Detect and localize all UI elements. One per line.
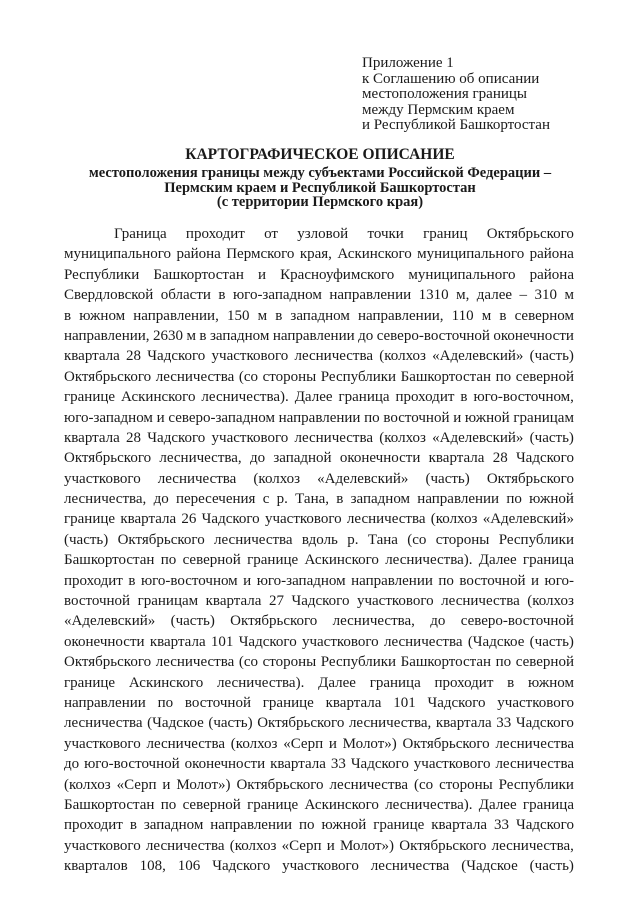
body-line: Республики Башкортостан и Красноуфимского муниципального района: [64, 266, 574, 283]
subtitle-line: (с территории Пермского края): [216, 194, 424, 210]
body-line: Октябрьского лесничества (со стороны Республики Башкортостан по северной: [64, 368, 574, 385]
body-line: границе Аскинского лесничества). Далее граница проходит в южном: [64, 674, 574, 691]
body-line: (часть) Октябрьского лесничества вдоль р. Тана (со стороны Республики: [64, 531, 574, 548]
body-line: направлении, 2630 м в западном направлении до северо-восточной оконечности: [64, 327, 574, 344]
body-line: квартала 28 Чадского участкового лесничества (колхоз «Аделевский» (часть): [64, 348, 574, 365]
body-line: юго-западном и северо-западном направлении по восточной и южной границам: [64, 409, 574, 426]
body-line: «Аделевский» (часть) Октябрьского лесничества, до северо-восточной: [64, 613, 574, 630]
body-line: в южном направлении, 150 м в западном направлении, 110 м в северном: [64, 307, 574, 324]
subtitle-line: Пермским краем и Республикой Башкортостан: [164, 179, 476, 196]
body-paragraph: [64, 224, 574, 877]
body-line: участкового лесничества (колхоз «Серп и Молот») Октябрьского лесничества: [64, 735, 574, 752]
appendix-line: к Соглашению об описании: [362, 70, 540, 87]
body-line: Свердловской области в юго-западном направлении 1310 м, далее – 310 м: [64, 287, 574, 304]
body-line: направлении по восточной границе квартала 101 Чадского участкового: [64, 694, 574, 711]
body-line: восточной границам квартала 27 Чадского участкового лесничества (колхоз: [64, 593, 574, 610]
body-line: до юго-восточной оконечности квартала 33 Чадского участкового лесничества: [64, 756, 574, 773]
body-line: кварталов 108, 106 Чадского участкового лесничества (Чадское (часть): [64, 858, 574, 875]
appendix-line: Приложение 1: [362, 55, 454, 71]
appendix-line: местоположения границы: [362, 86, 527, 102]
appendix-line: и Республикой Башкортостан: [362, 117, 550, 133]
body-line: Октябрьского лесничества, до западной оконечности квартала 28 Чадского: [64, 450, 574, 467]
subtitle-line: местоположения границы между субъектами Российской Федерации –: [88, 165, 552, 181]
body-line: лесничества (Чадское (часть) Октябрьского лесничества, квартала 33 Чадского: [64, 715, 574, 732]
appendix-note: [362, 56, 602, 134]
body-line: участкового лесничества (колхоз «Аделевский» (часть) Октябрьского: [64, 470, 574, 487]
body-line: Башкортостан по северной границе Аскинского лесничества). Далее граница: [64, 796, 574, 813]
body-line: границе Аскинского лесничества). Далее граница проходит в юго-восточном,: [64, 389, 574, 406]
body-line: Башкортостан по северной границе Аскинского лесничества). Далее граница: [64, 552, 574, 569]
body-line: квартала 28 Чадского участкового лесничества (колхоз «Аделевский» (часть): [64, 429, 574, 446]
body-line: участкового лесничества (колхоз «Серп и Молот») Октябрьского лесничества,: [64, 837, 574, 854]
body-line: проходит в западном направлении по южной границе квартала 33 Чадского: [64, 817, 574, 834]
body-line: оконечности квартала 101 Чадского участкового лесничества (Чадское (часть): [64, 633, 574, 650]
body-line: проходит в юго-восточном и юго-западном направлении по восточной и юго-: [64, 572, 574, 589]
body-line: границе квартала 26 Чадского участкового лесничества (колхоз «Аделевский»: [64, 511, 574, 528]
document-subtitle: [60, 166, 580, 210]
body-line: муниципального района Пермского края, Аскинского муниципального района: [64, 246, 574, 263]
appendix-line: между Пермским краем: [362, 101, 515, 118]
body-line: лесничества, до пересечения с р. Тана, в западном направлении по южной: [64, 491, 574, 508]
document-title: КАРТОГРАФИЧЕСКОЕ ОПИСАНИЕ: [185, 146, 455, 163]
body-line: Граница проходит от узловой точки границ Октябрьского: [114, 226, 574, 242]
body-line: Октябрьского лесничества (со стороны Республики Башкортостан по северной: [64, 654, 574, 671]
body-line: (колхоз «Серп и Молот») Октябрьского лесничества (со стороны Республики: [64, 776, 574, 793]
